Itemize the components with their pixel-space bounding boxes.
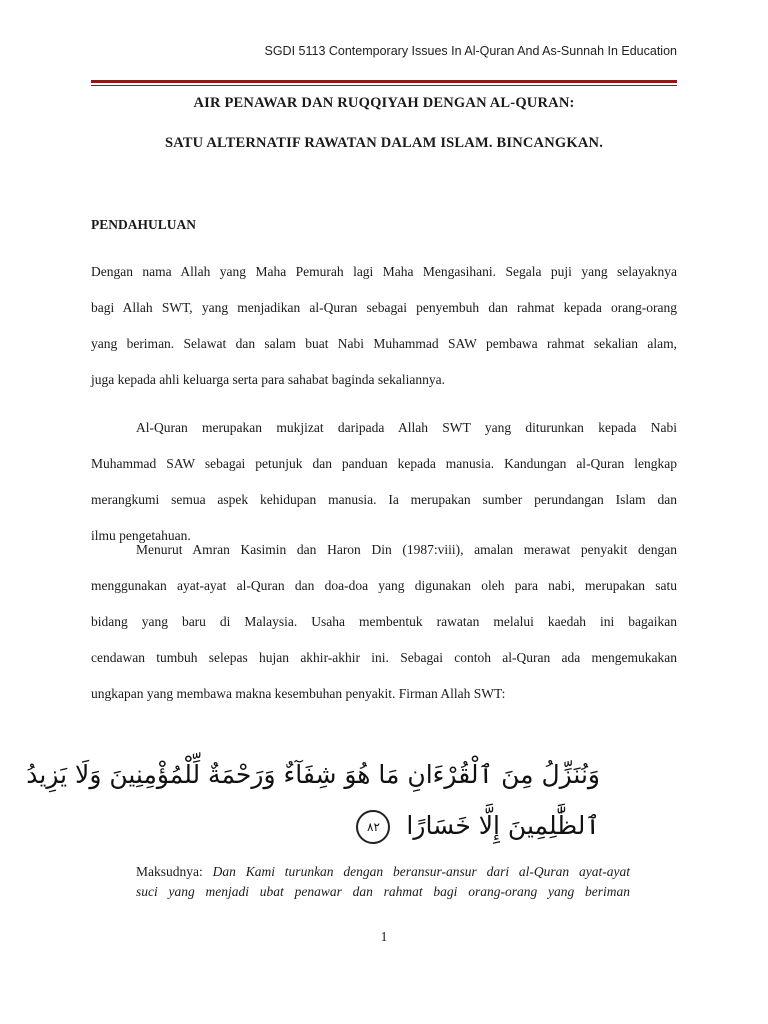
section-heading: PENDAHULUAN <box>91 217 197 232</box>
running-header: SGDI 5113 Contemporary Issues In Al-Quran And As-Sunnah In Education <box>264 44 677 58</box>
paragraph-line: Al-Quran merupakan mukjizat daripada Allah SWT yang diturunkan kepada Nabi <box>136 420 677 435</box>
paragraph-line: bagi Allah SWT, yang menjadikan al-Quran sebagai penyembuh dan rahmat kepada orang-orang <box>91 300 677 315</box>
quran-verse-line-2 <box>180 810 600 860</box>
paragraph-line: Menurut Amran Kasimin dan Haron Din (1987:viii), amalan merawat penyakit dengan <box>136 542 677 557</box>
paragraph-line: menggunakan ayat-ayat al-Quran dan doa-doa yang digunakan oleh para nabi, merupakan satu <box>91 578 677 593</box>
translation-text: suci yang menjadi ubat penawar dan rahmat bagi orang-orang yang beriman <box>136 884 630 899</box>
translation-text: Dan Kami turunkan dengan beransur-ansur dari al-Quran ayat-ayat <box>212 864 631 879</box>
quran-verse-line-1: وَنُنَزِّلُ مِنَ ٱلْقُرْءَانِ مَا هُوَ شِفَآءٌ وَرَحْمَةٌ لِّلْمُؤْمِنِينَ وَلَا يَزِيدُ <box>26 760 600 789</box>
page-number: 1 <box>380 929 388 944</box>
paragraph-line: juga kepada ahli keluarga serta para sahabat baginda sekaliannya. <box>91 372 445 387</box>
translation-label: Maksudnya: <box>136 864 203 879</box>
header-rule-thin <box>91 85 677 86</box>
paragraph-line: ilmu pengetahuan. <box>91 528 191 543</box>
document-title-line-2: SATU ALTERNATIF RAWATAN DALAM ISLAM. BINCANGKAN. <box>164 135 604 151</box>
paragraph-amran-kasimin <box>91 532 677 712</box>
paragraph-line: bidang yang baru di Malaysia. Usaha membentuk rawatan melalui kaedah ini bagaikan <box>91 614 677 629</box>
paragraph-line: merangkumi semua aspek kehidupan manusia. Ia merupakan sumber perundangan Islam dan <box>91 492 677 507</box>
translation-line-1 <box>136 862 630 882</box>
ayah-number-marker: ٨٢ <box>356 810 390 844</box>
verse-translation <box>136 862 630 902</box>
paragraph-introduction <box>91 254 677 398</box>
paragraph-line: Dengan nama Allah yang Maha Pemurah lagi Maha Mengasihani. Segala puji yang selayaknya <box>91 264 677 279</box>
document-title-line-1: AIR PENAWAR DAN RUQQIYAH DENGAN AL-QURAN: <box>193 95 575 111</box>
quran-verse <box>26 760 600 860</box>
quran-verse-text: ٱلظَّٰلِمِينَ إِلَّا خَسَارًا <box>406 811 600 840</box>
paragraph-line: yang beriman. Selawat dan salam buat Nabi Muhammad SAW pembawa rahmat sekalian alam, <box>91 336 677 351</box>
translation-line-2 <box>136 882 630 902</box>
paragraph-line: Muhammad SAW sebagai petunjuk dan panduan kepada manusia. Kandungan al-Quran lengkap <box>91 456 677 471</box>
header-rule-thick <box>91 80 677 83</box>
paragraph-line: cendawan tumbuh selepas hujan akhir-akhir ini. Sebagai contoh al-Quran ada mengemukakan <box>91 650 677 665</box>
paragraph-line: ungkapan yang membawa makna kesembuhan penyakit. Firman Allah SWT: <box>91 686 506 701</box>
